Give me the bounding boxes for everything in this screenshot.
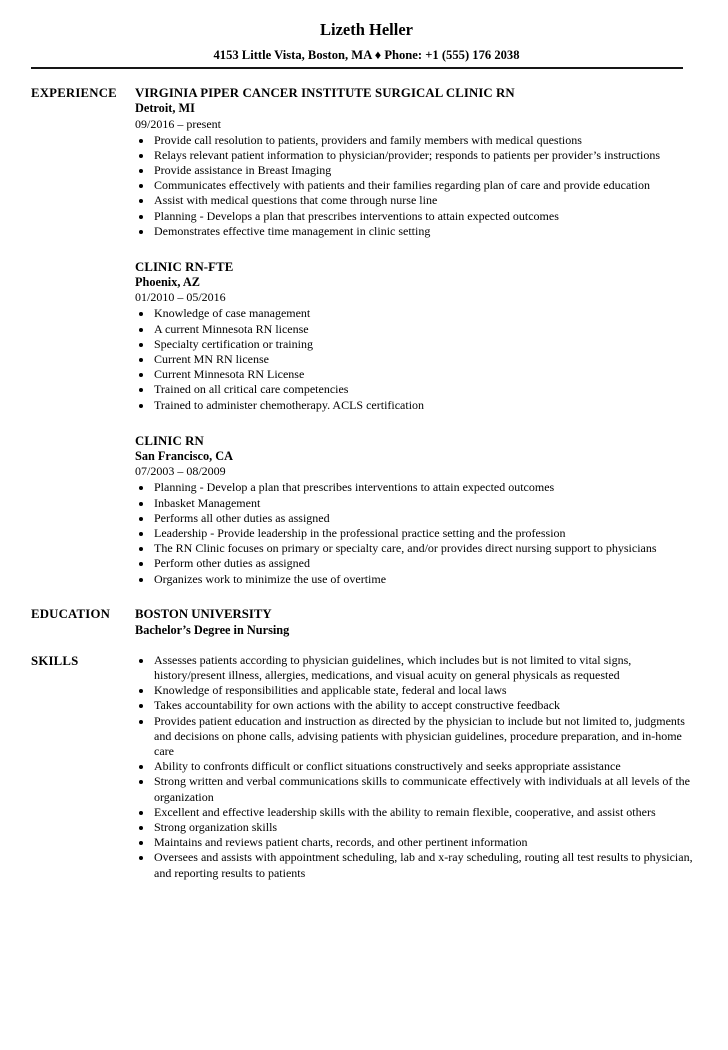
- skill-bullet: • Oversees and assists with appointment scheduling, lab and x-ray scheduling, routing all test results to physician, and reporting results to patients: [153, 850, 702, 880]
- job-location: Phoenix, AZ: [135, 274, 200, 289]
- job-bullet: • Trained to administer chemotherapy. ACLS certification: [153, 398, 702, 413]
- job-bullet: • The RN Clinic focuses on primary or specialty care, and/or provides direct nursing support to physicians: [153, 541, 702, 556]
- job-bullet: • Planning - Develop a plan that prescribes interventions to attain expected outcomes: [153, 480, 702, 495]
- job-bullet: • Trained on all critical care competencies: [153, 382, 702, 397]
- job-bullet: • Organizes work to minimize the use of overtime: [153, 572, 702, 587]
- skill-bullet: • Maintains and reviews patient charts, records, and other pertinent information: [153, 835, 702, 850]
- job-bullet: • Leadership - Provide leadership in the professional practice setting and the profession: [153, 526, 702, 541]
- job-dates: 01/2010 – 05/2016: [135, 290, 226, 305]
- skills-section: [31, 653, 702, 881]
- skill-bullet: • Assesses patients according to physician guidelines, which includes but is not limited to vital signs, history/present illness, allergies, medications, and visual acuity on general physicals as requested: [153, 653, 702, 683]
- job-bullet: • Communicates effectively with patients and their families regarding plan of care and provide education: [153, 178, 702, 193]
- education-section: [31, 606, 702, 638]
- skill-bullet: • Ability to confronts difficult or conflict situations constructively and seeks appropriate assistance: [153, 759, 702, 774]
- job-bullet: • A current Minnesota RN license: [153, 322, 702, 337]
- contact-line: 4153 Little Vista, Boston, MA ♦ Phone: +1 (555) 176 2038: [213, 48, 520, 62]
- job-dates: 07/2003 – 08/2009: [135, 464, 226, 479]
- header-divider: [31, 67, 683, 69]
- job-title: VIRGINIA PIPER CANCER INSTITUTE SURGICAL CLINIC RN: [135, 86, 515, 100]
- job-bullet: • Current Minnesota RN License: [153, 367, 702, 382]
- job-title: CLINIC RN-FTE: [135, 259, 234, 274]
- job-entry-3: [135, 433, 702, 587]
- job-bullet: • Knowledge of case management: [153, 306, 702, 321]
- job-bullet: • Planning - Develops a plan that prescribes interventions to attain expected outcomes: [153, 209, 702, 224]
- job-dates: 09/2016 – present: [135, 116, 221, 131]
- degree-name: Bachelor’s Degree in Nursing: [135, 622, 290, 637]
- school-name: BOSTON UNIVERSITY: [135, 606, 272, 621]
- skill-bullet: • Takes accountability for own actions with the ability to accept constructive feedback: [153, 698, 702, 713]
- experience-section: [31, 85, 702, 587]
- job-bullet: • Specialty certification or training: [153, 337, 702, 352]
- job-entry-2: [135, 259, 702, 413]
- skill-bullet: • Excellent and effective leadership skills with the ability to remain flexible, cooperative, and assist others: [153, 805, 702, 820]
- skills-bullet-list: [135, 653, 702, 881]
- skill-bullet: • Strong organization skills: [153, 820, 702, 835]
- job-bullet: • Provide call resolution to patients, providers and family members with medical questions: [153, 133, 702, 148]
- skill-bullet: • Knowledge of responsibilities and applicable state, federal and local laws: [153, 683, 702, 698]
- job-bullet: • Perform other duties as assigned: [153, 556, 702, 571]
- job-bullet: • Current MN RN license: [153, 352, 702, 367]
- job-bullet: • Assist with medical questions that come through nurse line: [153, 193, 702, 208]
- person-name: Lizeth Heller: [319, 20, 413, 39]
- education-label: EDUCATION: [31, 606, 111, 621]
- job-bullet: • Inbasket Management: [153, 496, 702, 511]
- job-bullet-list: [135, 133, 702, 239]
- resume-body: [31, 85, 702, 881]
- skill-bullet: • Provides patient education and instruction as directed by the physician to include but not limited to, judgments and decisions on phone calls, advising patients with physician guidelines, procedure preparation, and in-home care: [153, 714, 702, 760]
- skills-content: [135, 653, 702, 881]
- job-bullet: • Provide assistance in Breast Imaging: [153, 163, 702, 178]
- job-bullet: • Demonstrates effective time management in clinic setting: [153, 224, 702, 239]
- skill-bullet: • Strong written and verbal communications skills to communicate effectively with individuals at all levels of the organization: [153, 774, 702, 804]
- job-entry-1: [135, 85, 702, 239]
- job-bullet-list: [135, 306, 702, 412]
- job-location: Detroit, MI: [135, 101, 195, 115]
- resume-header: [31, 20, 702, 69]
- job-bullet-list: [135, 480, 702, 586]
- education-content: [135, 606, 702, 638]
- skills-label: SKILLS: [31, 653, 79, 668]
- experience-label: EXPERIENCE: [31, 86, 117, 100]
- job-bullet: • Relays relevant patient information to physician/provider; responds to patients per provider’s instructions: [153, 148, 702, 163]
- experience-content: [135, 85, 702, 587]
- job-bullet: • Performs all other duties as assigned: [153, 511, 702, 526]
- job-location: San Francisco, CA: [135, 448, 234, 463]
- job-title: CLINIC RN: [135, 433, 204, 448]
